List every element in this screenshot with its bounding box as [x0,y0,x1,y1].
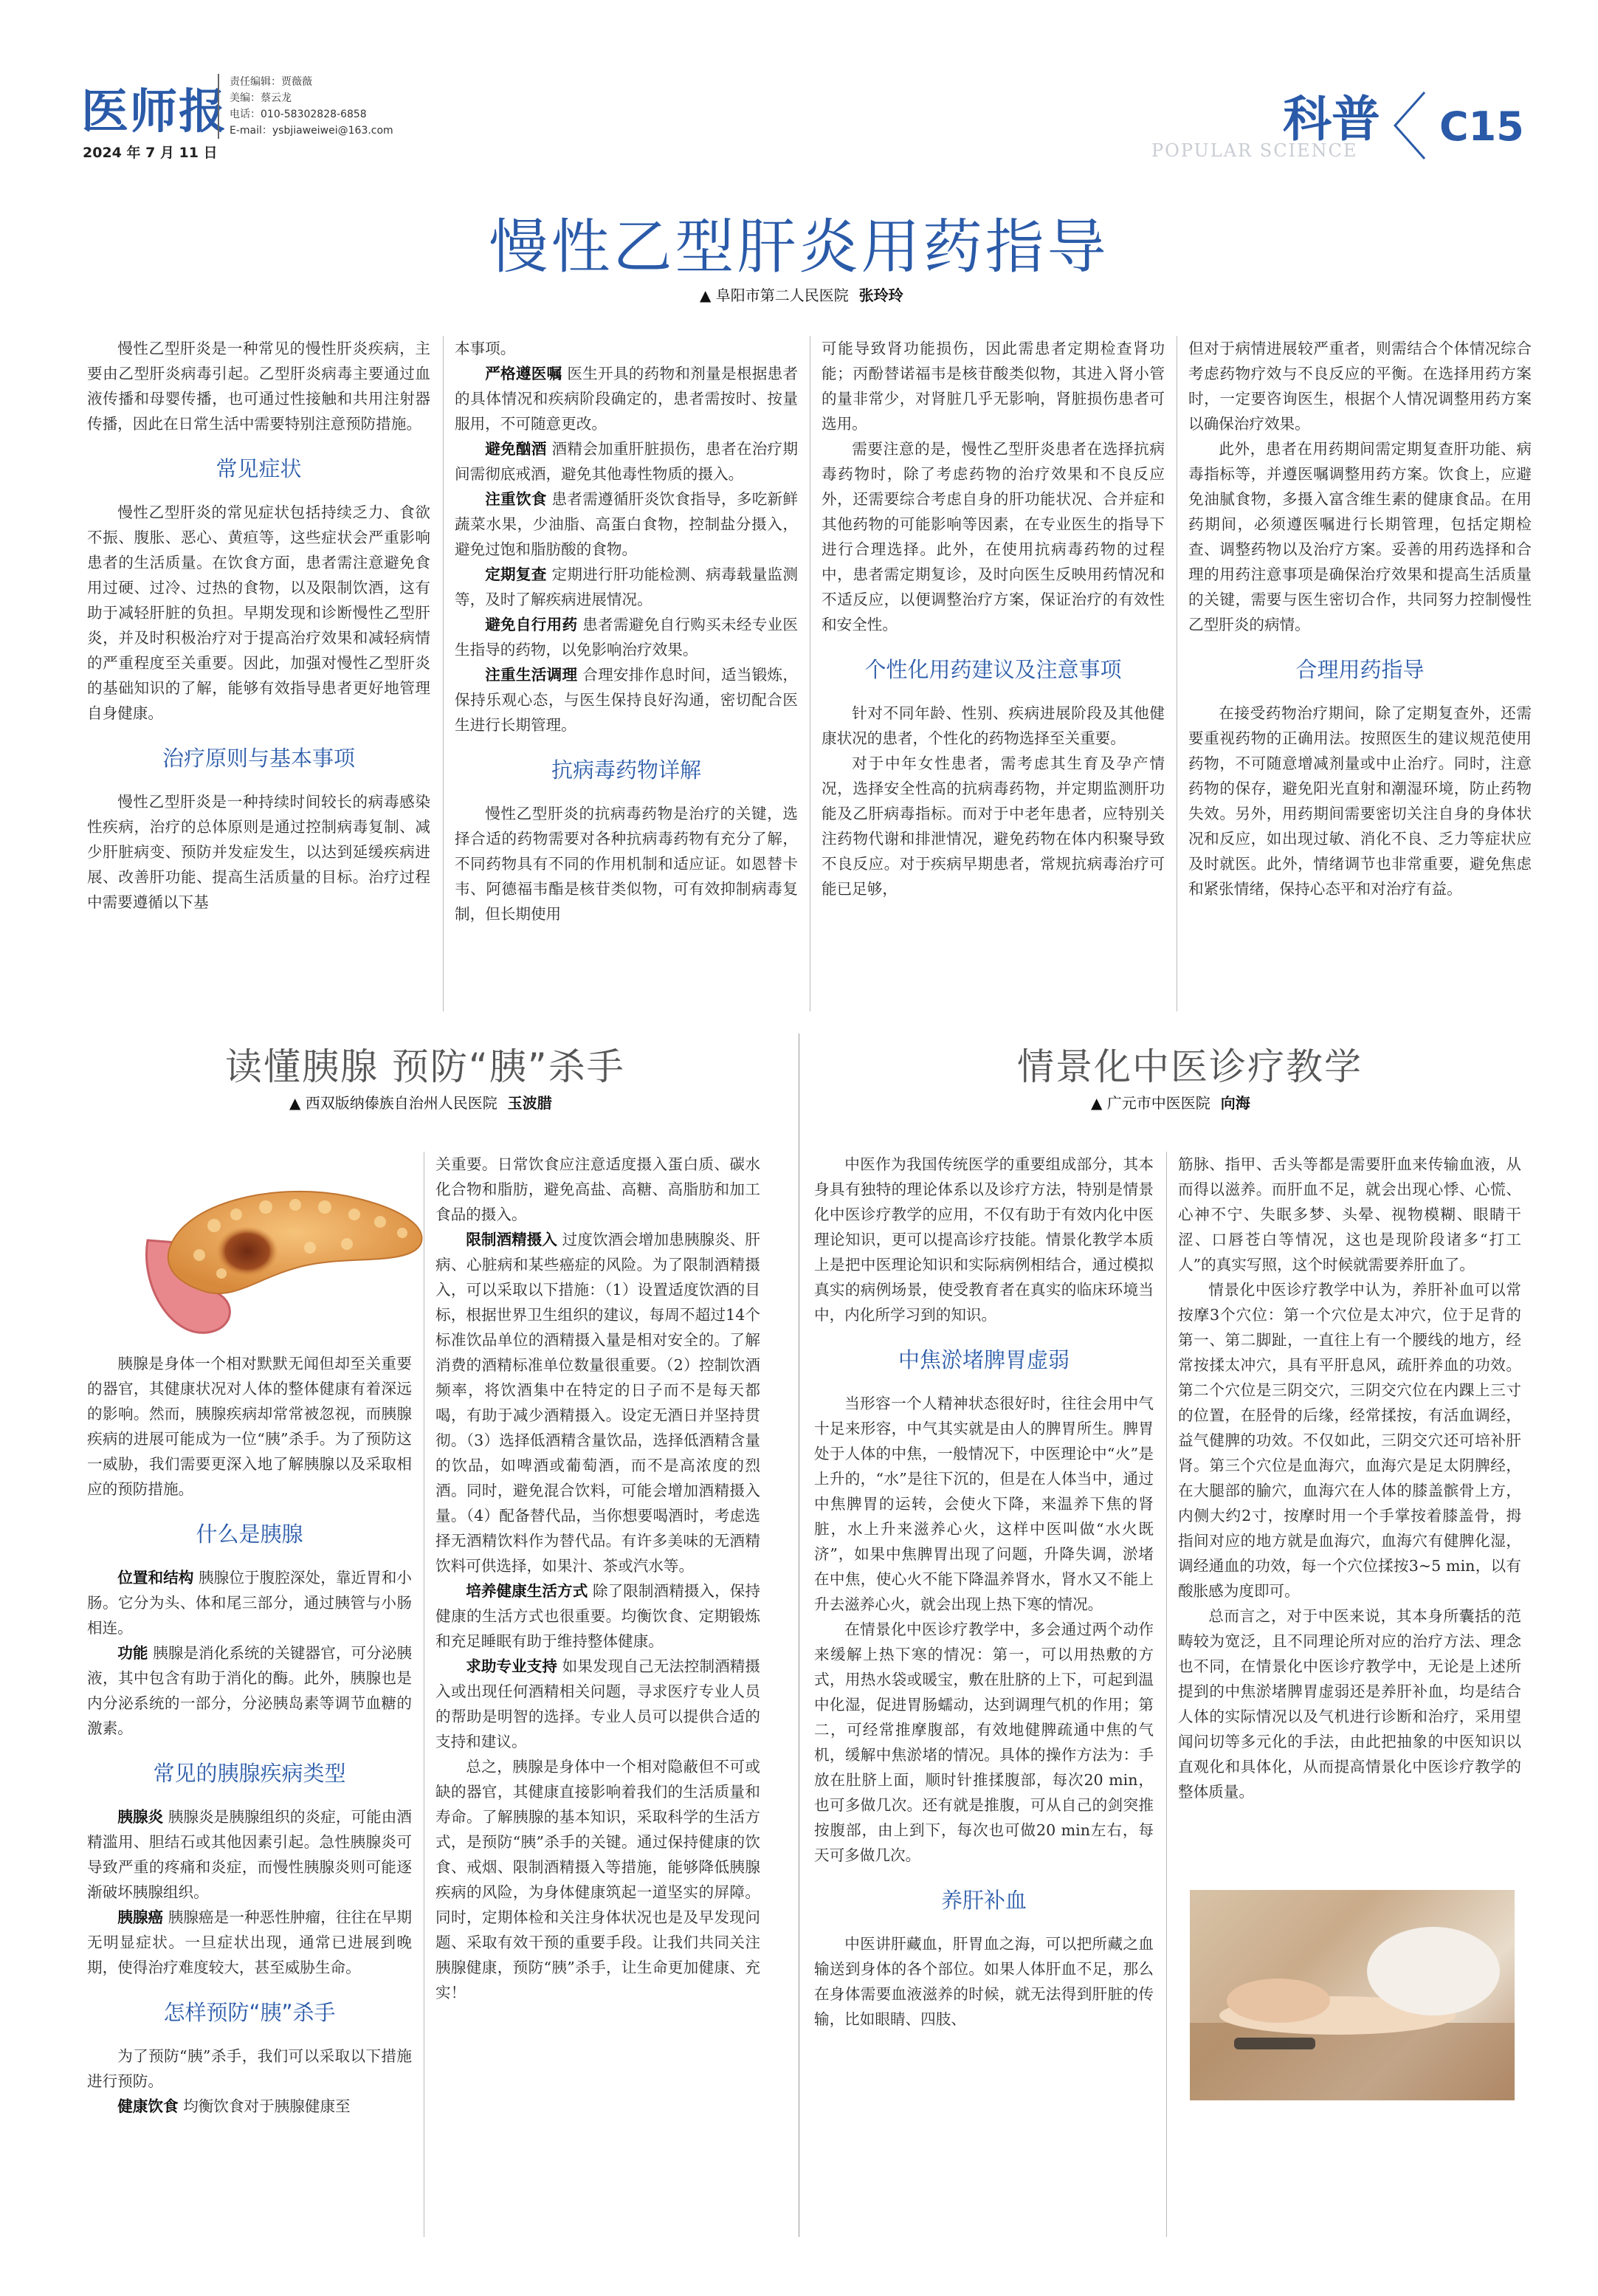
section-heading: 怎样预防“胰”杀手 [163,2000,336,2025]
paragraph-text: 过度饮酒会增加患胰腺炎、肝病、心脏病和某些癌症的风险。为了限制酒精摄入，可以采取以下措施：（1）设置适度饮酒的目标，根据世界卫生组织的建议，每周不超过14个标准饮品单位的酒精摄入量是相对安全的。了解消费的酒精标准单位数量很重要。（2）控制饮酒频率，将饮酒集中在特定的日子而不是每天都喝，有助于减少酒精摄入。设定无酒日并坚持贯彻。（3）选择低酒精含量饮品，选择低酒精含量的饮品，如啤酒或葡萄酒，而不是高浓度的烈酒。同时，避免混合饮料，可能会增加酒精摄入量。（4）配备替代品，当你想要喝酒时，考虑选择无酒精饮料作为替代品。有许多美味的无酒精饮料可供选择，如果汁、茶或汽水等。 [435,1231,761,1575]
paragraph-text: 胰腺位于腹腔深处，靠近胃和小肠。它分为头、体和尾三部分，通过胰管与小肠相连。 [87,1569,413,1637]
keyword: 健康饮食 [117,2097,179,2115]
paragraph: 为了预防“胰”杀手，我们可以采取以下措施进行预防。 [87,2047,412,2090]
paragraph: 总而言之，对于中医来说，其本身所囊括的范畴较为宽泛，且不同理论所对应的治疗方法、理念也不同，在情景化中医诊疗教学中，无论是上述所提到的中焦淤堵脾胃虚弱还是养肝补血，均是结合人体的实际情况以及气机进行诊断和治疗，采用望闻问切等多元化的手法，由此把抽象的中医知识以直观化和具体化，从而提高情景化中医诊疗教学的整体质量。 [1178,1607,1521,1801]
paragraph: 慢性乙型肝炎的常见症状包括持续乏力、食欲不振、腹胀、恶心、黄疸等，这些症状会严重影响患者的生活质量。在饮食方面，患者需注意避免食用过硬、过冷、过热的食物，以及限制饮酒，这有助于减轻肝脏的负担。早期发现和诊断慢性乙型肝炎，并及时积极治疗对于提高治疗效果和减轻病情的严重程度至关重要。因此，加强对慢性乙型肝炎的基础知识的了解，能够有效指导患者更好地管理自身健康。 [87,503,430,722]
section-heading: 抗病毒药物详解 [551,757,701,783]
article3-column-2 [1178,1152,1521,1804]
section-heading: 个性化用药建议及注意事项 [864,657,1122,682]
paragraph: 但对于病情进展较严重者，则需结合个体情况综合考虑药物疗效与不良反应的平衡。在选择用药方案时，一定要咨询医生，根据个人情况调整用药方案以确保治疗效果。 [1188,340,1532,433]
column-divider [443,336,444,1011]
paragraph-text: 胰腺是消化系统的关键器官，可分泌胰液，其中包含有助于消化的酶。此外，胰腺也是内分泌系统的一部分，分泌胰岛素等调节血糖的激素。 [87,1644,413,1737]
paragraph-text: 除了限制酒精摄入，保持健康的生活方式也很重要。均衡饮食、定期锻炼和充足睡眠有助于维持整体健康。 [435,1582,761,1650]
paragraph-text: 合理安排作息时间，适当锻炼，保持乐观心态，与医生保持良好沟通，密切配合医生进行长期管理。 [455,666,799,734]
paragraph-text: 胰腺炎是胰腺组织的炎症，可能由酒精滥用、胆结石或其他因素引起。急性胰腺炎可导致严重的疼痛和炎症，而慢性胰腺炎则可能逐渐破坏胰腺组织。 [87,1808,413,1901]
paragraph: 中医讲肝藏血，肝胃血之海，可以把所藏之血输送到身体的各个部位。如果人体肝血不足，那么在身体需要血液滋养的时候，就无法得到肝脏的传输，比如眼睛、四肢、 [814,1935,1154,2028]
keyword: 注重饮食 [485,490,547,508]
paragraph: 本事项。 [455,340,516,357]
paragraph-text: 定期进行肝功能检测、病毒载量监测等，及时了解疾病进展情况。 [455,566,799,608]
credit-email: E-mail：ysbjiaweiwei@163.com [230,125,393,137]
issue-date: 2024 年 7 月 11 日 [83,145,218,161]
section-name: 科普 [1283,91,1380,148]
article2-column-1 [87,1351,412,2119]
paragraph-text: 患者需避免自行购买未经专业医生指导的药物，以免影响治疗效果。 [455,616,799,659]
paragraph: 总之，胰腺是身体中一个相对隐蔽但不可或缺的器官，其健康直接影响着我们的生活质量和寿命。了解胰腺的基本知识，采取科学的生活方式，是预防“胰”杀手的关键。通过保持健康的饮食、戒烟、限制酒精摄入等措施，能够降低胰腺疾病的风险，为身体健康筑起一道坚实的屏障。同时，定期体检和关注身体状况也是及早发现问题、采取有效干预的重要手段。让我们共同关注胰腺健康，预防“胰”杀手，让生命更加健康、充实！ [435,1758,760,2001]
paragraph: 此外，患者在用药期间需定期复查肝功能、病毒指标等，并遵医嘱调整用药方案。饮食上，应避免油腻食物，多摄入富含维生素的健康食品。在用药期间，必须遵医嘱进行长期管理，包括定期检查、调整药物以及治疗方案。妥善的用药选择和合理的用药注意事项是确保治疗效果和提高生活质量的关键，需要与医生密切合作，共同努力控制慢性乙型肝炎的病情。 [1188,440,1532,633]
page-number: C15 [1439,103,1524,150]
section-heading: 常见的胰腺疾病类型 [153,1761,346,1786]
keyword: 功能 [117,1644,148,1662]
article1-column-2 [455,336,798,927]
paragraph: 在情景化中医诊疗教学中，多会通过两个动作来缓解上热下寒的情况：第一，可以用热敷的方式，用热水袋或暖宝，敷在肚脐的上下，可起到温中化湿，促进胃肠蠕动，达到调理气机的作用；第二，可经常推摩腹部，有效地健脾疏通中焦的气机，缓解中焦淤堵的情况。具体的操作方法为：手放在肚脐上面，顺时针推揉腹部，每次20 min，也可多做几次。还有就是推腹，可从自己的剑突推按腹部，由上到下，每次也可做20 min左右，每天可多做几次。 [814,1620,1154,1864]
article1-title: 慢性乙型肝炎用药指导 [489,213,1109,281]
paragraph: 慢性乙型肝炎是一种持续时间较长的病毒感染性疾病，治疗的总体原则是通过控制病毒复制、减少肝脏病变、预防并发症发生，以达到延缓疾病进展、改善肝功能、提高生活质量的目标。治疗过程中需要遵循以下基 [87,793,430,911]
article1-byline [700,283,903,305]
article3-column-1 [814,1152,1154,2032]
tcm-pulse-diagnosis-photo [1190,1890,1515,2100]
keyword: 避免酗酒 [485,440,547,458]
keyword: 注重生活调理 [485,666,578,684]
paragraph: 可能导致肾功能损伤，因此需患者定期检查肾功能；丙酚替诺福韦是核苷酸类似物，其进入肾小管的量非常少，对肾脏几乎无影响，肾脏损伤患者可选用。 [822,340,1165,433]
paragraph: 在接受药物治疗期间，除了定期复查外，还需要重视药物的正确用法。按照医生的建议规范使用药物，不可随意增减剂量或中止治疗。同时，注意药物的保存，避免阳光直射和潮湿环境，防止药物失效。另外，用药期间需要密切关注自身的身体状况和反应，如出现过敏、消化不良、乏力等症状应及时就医。此外，情绪调节也非常重要，避免焦虑和紧张情绪，保持心态平和对治疗有益。 [1188,704,1532,898]
byline-author: 玉波腊 [507,1094,552,1112]
byline-author: 向海 [1220,1094,1250,1112]
tumor-lesion [216,1226,278,1276]
paragraph: 需要注意的是，慢性乙型肝炎患者在选择抗病毒药物时，除了考虑药物的治疗效果和不良反应外，还需要综合考虑自身的肝功能状况、合并症和其他药物的可能影响等因素，在专业医生的指导下进行合理选择。此外，在使用抗病毒药物的过程中，患者需定期复诊，及时向医生反映用药情况和不适反应，以便调整治疗方案，保证治疗的有效性和安全性。 [822,440,1165,633]
article3-byline [1091,1091,1250,1113]
paragraph: 慢性乙型肝炎是一种常见的慢性肝炎疾病，主要由乙型肝炎病毒引起。乙型肝炎病毒主要通过血液传播和母婴传播，也可通过性接触和共用注射器传播，因此在日常生活中需要特别注意预防措施。 [87,340,430,433]
newspaper-logo: 医师报 [81,84,227,140]
keyword: 求助专业支持 [466,1657,558,1675]
column-divider [1166,1152,1167,2237]
section-heading: 合理用药指导 [1295,657,1425,682]
section-heading: 常见症状 [216,456,302,481]
paragraph: 慢性乙型肝炎的抗病毒药物是治疗的关键，选择合适的药物需要对各种抗病毒药物有充分了解，不同药物具有不同的作用机制和适应证。如恩替卡韦、阿德福韦酯是核苷类似物，可有效抑制病毒复制，但长期使用 [455,805,798,923]
byline-org: ▲ 阜阳市第二人民医院 [700,286,849,304]
keyword: 培养健康生活方式 [466,1582,588,1600]
keyword: 位置和结构 [117,1569,194,1587]
keyword: 定期复查 [485,566,547,583]
paragraph-text: 胰腺癌是一种恶性肿瘤，往往在早期无明显症状。一旦症状出现，通常已进展到晚期，使得治疗难度较大，甚至威胁生命。 [87,1908,413,1976]
paragraph: 关重要。日常饮食应注意适度摄入蛋白质、碳水化合物和脂肪，避免高盐、高糖、高脂肪和加工食品的摄入。 [435,1155,760,1223]
section-name-en: POPULAR SCIENCE [1151,140,1358,161]
pancreas-illustration [125,1174,435,1344]
credit-designer: 美编：蔡云龙 [230,92,292,104]
paragraph-text: 如果发现自己无法控制酒精摄入或出现任何酒精相关问题，寻求医疗专业人员的帮助是明智的选择。专业人员可以提供合适的支持和建议。 [435,1657,761,1750]
article2-byline [289,1091,552,1113]
chevron-left-icon [1388,89,1432,162]
credit-phone: 电话：010-58302828-6858 [230,109,367,120]
section-heading: 养肝补血 [940,1888,1027,1913]
paragraph: 胰腺是身体一个相对默默无闻但却至关重要的器官，其健康状况对人体的整体健康有着深远的影响。然而，胰腺疾病却常常被忽视，而胰腺疾病的进展可能成为一位“胰”杀手。为了预防这一威胁，我们需要更深入地了解胰腺以及采取相应的预防措施。 [87,1355,412,1498]
paragraph: 针对不同年龄、性别、疾病进展阶段及其他健康状况的患者，个性化的药物选择至关重要。 [822,704,1165,747]
article1-column-4 [1188,336,1532,901]
photo-scene [1190,1890,1515,2100]
article2-title: 读懂胰腺 预防“胰”杀手 [225,1045,625,1088]
article3-title: 情景化中医诊疗教学 [1017,1045,1363,1088]
keyword: 限制酒精摄入 [466,1231,558,1248]
paragraph: 筋脉、指甲、舌头等都是需要肝血来传输血液，从而得以滋养。而肝血不足，就会出现心悸、心慌、心神不宁、失眠多梦、头晕、视物模糊、眼睛干涩、口唇苍白等情况，这也是现阶段诸多“打工人”的真实写照，这个时候就需要养肝血了。 [1178,1155,1521,1274]
paragraph: 情景化中医诊疗教学中认为，养肝补血可以常按摩3个穴位：第一个穴位是太冲穴，位于足背的第一、第二脚趾，一直往上有一个腰线的地方，经常按揉太冲穴，具有平肝息风，疏肝养血的功效。第二个穴位是三阴交穴，三阴交穴位在内踝上三寸的位置，在胫骨的后缘，经常揉按，有活血调经，益气健脾的功效。不仅如此，三阴交穴还可培补肝肾。第三个穴位是血海穴，血海穴是足太阴脾经，在大腿部的腧穴，血海穴在人体的膝盖髌骨上方，内侧大约2寸，按摩时用一个手掌按着膝盖骨，拇指间对应的地方就是血海穴，血海穴有健脾化湿，调经通血的功效，每一个穴位揉按3~5 min，以有酸胀感为度即可。 [1178,1281,1521,1600]
article1-column-3 [822,336,1165,901]
paragraph-text: 酒精会加重肝脏损伤，患者在治疗期间需彻底戒酒，避免其他毒性物质的摄入。 [455,440,799,483]
byline-org: ▲ 广元市中医医院 [1091,1094,1210,1112]
keyword: 避免自行用药 [485,616,578,633]
keyword: 严格遵医嘱 [485,365,562,382]
article1-column-1 [87,336,430,915]
article2-column-2 [435,1152,760,2005]
paragraph-text: 医生开具的药物和剂量是根据患者的具体情况和疾病阶段确定的，患者需按时、按量服用，不可随意更改。 [455,365,799,433]
paragraph: 当形容一个人精神状态很好时，往往会用中气十足来形容，中气其实就是由人的脾胃所生。脾胃处于人体的中焦，一般情况下，中医理论中“火”是上升的，“水”是往下沉的，但是在人体当中，通过中焦脾胃的运转，会使火下降，来温养下焦的肾脏，水上升来滋养心火，这样中医叫做“水火既济”，如果中焦脾胃出现了问题，升降失调，淤堵在中焦，使心火不能下降温养肾水，肾水又不能上升去滋养心火，就会出现上热下寒的情况。 [814,1395,1154,1613]
paragraph: 对于中年女性患者，需考虑其生育及孕产情况，选择安全性高的抗病毒药物，并定期监测肝功能及乙肝病毒指标。而对于中老年患者，应特别关注药物代谢和排泄情况，避免药物在体内积聚导致不良反应。对于疾病早期患者，常规抗病毒治疗可能已足够， [822,755,1165,898]
byline-org: ▲ 西双版纳傣族自治州人民医院 [289,1094,497,1112]
credit-editor: 责任编辑：贾薇薇 [230,76,312,88]
editor-credits [218,74,483,139]
paragraph-text: 均衡饮食对于胰腺健康至 [183,2097,351,2115]
keyword: 胰腺炎 [117,1808,164,1826]
section-heading: 中焦淤堵脾胃虚弱 [898,1347,1070,1372]
paragraph-text: 患者需遵循肝炎饮食指导，多吃新鲜蔬菜水果，少油脂、高蛋白食物，控制盐分摄入，避免过饱和脂肪酸的食物。 [455,490,799,558]
paragraph: 中医作为我国传统医学的重要组成部分，其本身具有独特的理论体系以及诊疗方法，特别是情景化中医诊疗教学的应用，不仅有助于有效内化中医理论知识，更可以提高诊疗技能。情景化教学本质上是把中医理论知识和实际病例相结合，通过模拟真实的病例场景，使受教育者在真实的临床环境当中，内化所学习到的知识。 [814,1155,1154,1324]
section-heading: 什么是胰腺 [196,1522,303,1547]
section-heading: 治疗原则与基本事项 [162,746,355,771]
keyword: 胰腺癌 [117,1908,164,1926]
byline-author: 张玲玲 [858,286,903,304]
